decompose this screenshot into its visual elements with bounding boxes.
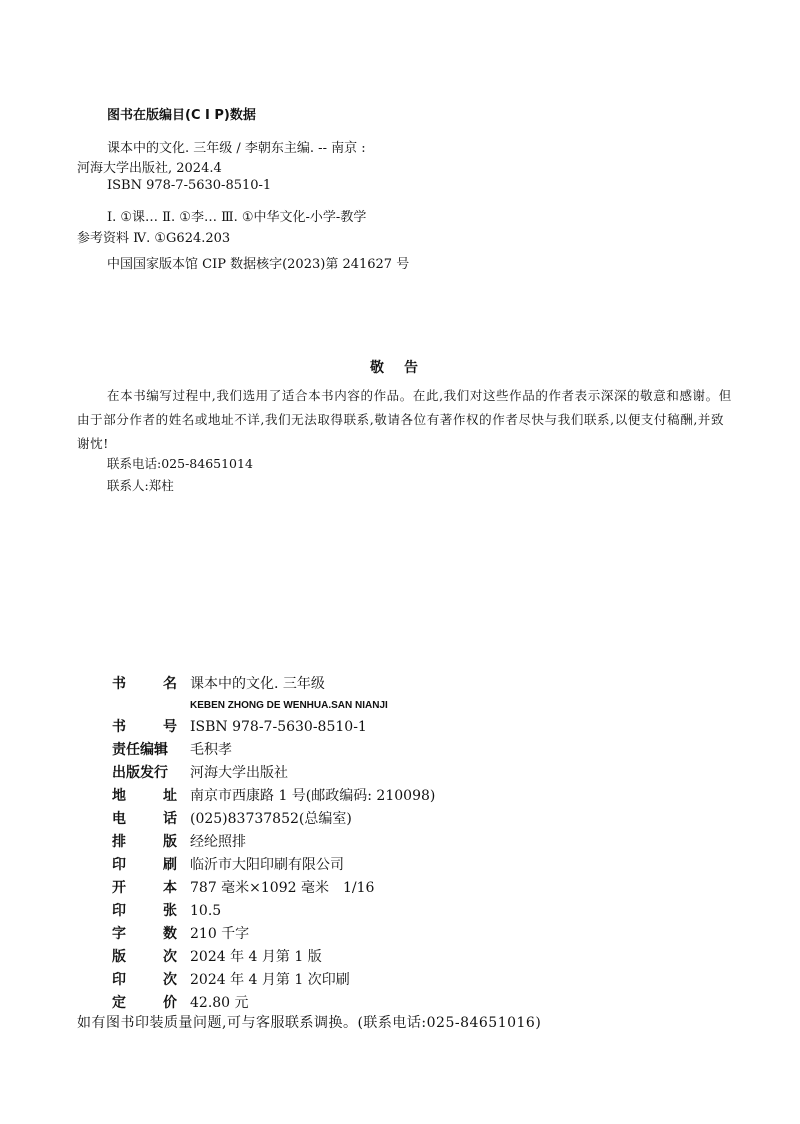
cip-line-4: Ⅰ. ①课… Ⅱ. ①李… Ⅲ. ①中华文化-小学-教学 xyxy=(107,210,367,225)
info-value-typeset: 经纶照排 xyxy=(190,834,246,850)
notice-contact-person: 联系人:郑柱 xyxy=(107,478,174,493)
notice-title: 敬告 xyxy=(370,360,438,376)
info-value-editor: 毛积孝 xyxy=(190,742,232,758)
info-value-impression: 2024 年 4 月第 1 次印刷 xyxy=(190,972,350,988)
notice-phone: 联系电话:025-84651014 xyxy=(107,456,253,471)
info-value-words: 210 千字 xyxy=(190,926,250,942)
info-label: 排 版 xyxy=(112,834,177,850)
notice-paragraph: 在本书编写过程中,我们选用了适合本书内容的作品。在此,我们对这些作品的作者表示深深的敬意和感谢。但由于部分作者的姓名或地址不详,我们无法取得联系,敬请各位有著作权的作者尽快与我们联系,以便支付稿酬,并致谢忱! xyxy=(77,388,732,451)
info-label: 版 次 xyxy=(112,949,177,965)
info-value-price: 42.80 元 xyxy=(190,995,249,1011)
info-label: 出版发行 xyxy=(112,765,168,781)
info-label: 印 刷 xyxy=(112,857,177,873)
info-label: 定 价 xyxy=(112,995,177,1011)
info-label: 字 数 xyxy=(112,926,177,942)
info-value-publisher: 河海大学出版社 xyxy=(190,765,288,781)
info-label: 印 次 xyxy=(112,972,177,988)
cip-line-3: ISBN 978-7-5630-8510-1 xyxy=(107,178,272,193)
info-label: 开 本 xyxy=(112,880,177,896)
info-label: 地 址 xyxy=(112,788,177,804)
cip-line-2: 河海大学出版社, 2024.4 xyxy=(77,161,222,176)
notice-body xyxy=(77,384,737,456)
cip-title: 图书在版编目(C I P)数据 xyxy=(107,108,256,123)
footer-note: 如有图书印装质量问题,可与客服联系调换。(联系电话:025-84651016) xyxy=(77,1015,542,1031)
info-value-isbn: ISBN 978-7-5630-8510-1 xyxy=(190,719,367,735)
info-value-address: 南京市西康路 1 号(邮政编码: 210098) xyxy=(190,788,436,804)
info-value-pinyin: KEBEN ZHONG DE WENHUA.SAN NIANJI xyxy=(190,700,388,711)
info-label: 书 号 xyxy=(112,719,177,735)
info-label: 书 名 xyxy=(112,676,177,692)
info-value-format: 787 毫米×1092 毫米 1/16 xyxy=(190,880,375,896)
info-label: 责任编辑 xyxy=(112,742,168,758)
info-label: 印 张 xyxy=(112,903,177,919)
cip-line-6: 中国国家版本馆 CIP 数据核字(2023)第 241627 号 xyxy=(107,257,410,272)
cip-line-1: 课本中的文化. 三年级 / 李朝东主编. -- 南京 : xyxy=(107,141,366,156)
cip-line-5: 参考资料 Ⅳ. ①G624.203 xyxy=(77,231,231,246)
info-label: 电 话 xyxy=(112,811,177,827)
info-value-edition: 2024 年 4 月第 1 版 xyxy=(190,949,322,965)
info-value-sheets: 10.5 xyxy=(190,903,222,919)
info-value-phone: (025)83737852(总编室) xyxy=(190,811,352,827)
info-value-printer: 临沂市大阳印刷有限公司 xyxy=(190,857,344,873)
info-value-book-name: 课本中的文化. 三年级 xyxy=(190,676,325,692)
